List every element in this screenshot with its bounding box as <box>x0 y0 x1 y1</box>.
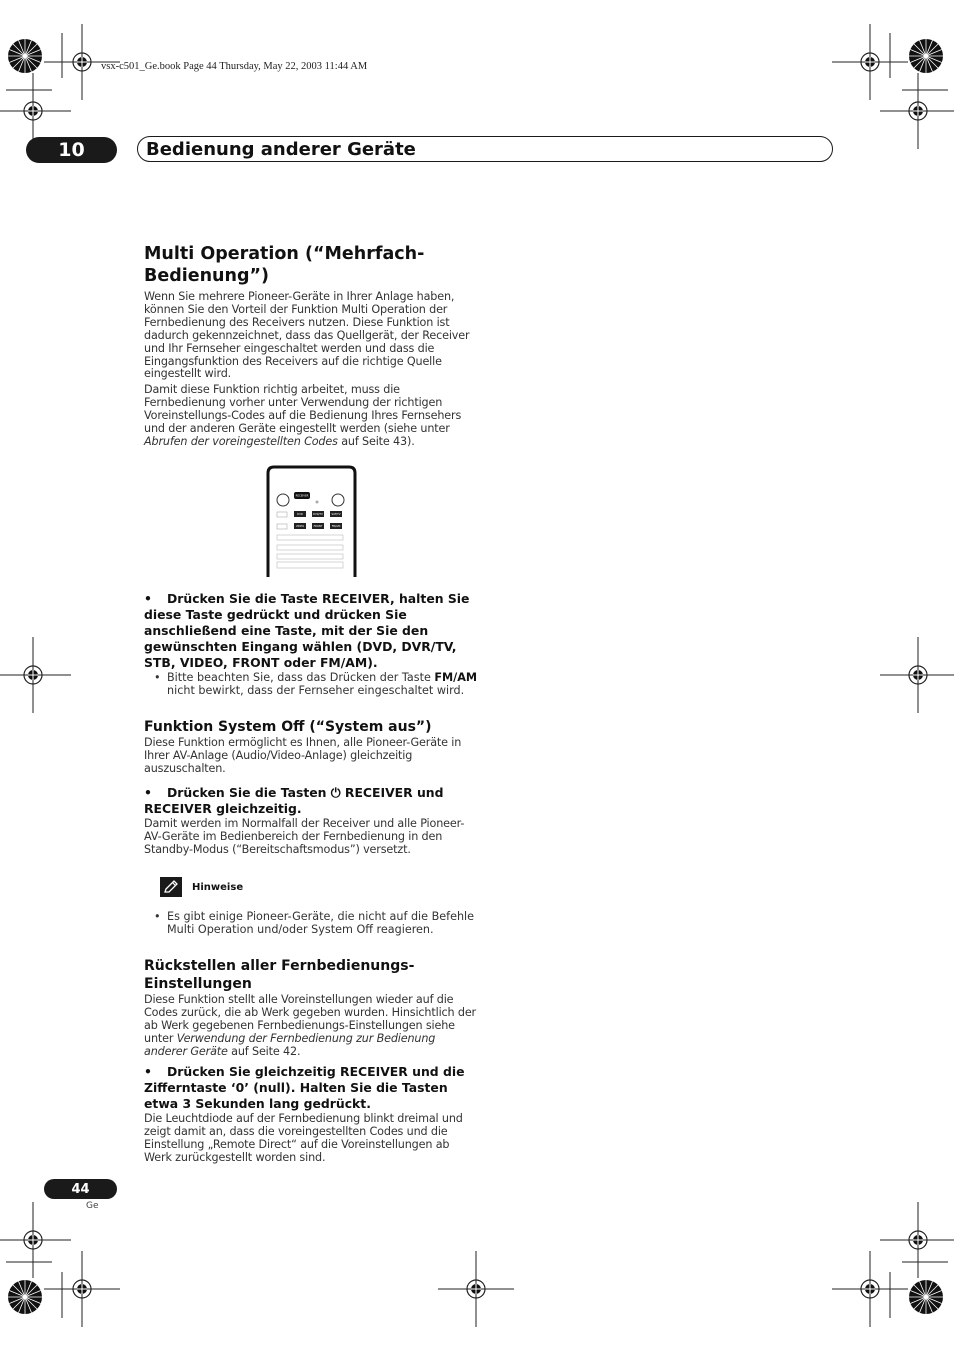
section-title-reset: Rückstellen aller Fernbedienungs-Einstellungen <box>144 957 415 992</box>
bullet: • <box>144 590 152 606</box>
note-label: Hinweise <box>192 881 244 893</box>
remote-button-label: VIDEO <box>295 524 305 528</box>
bullet: • <box>144 1064 152 1080</box>
instruction-text: Drücken Sie die Taste RECEIVER, halten Sie diese Taste gedrückt und drücken Sie anschließend eine Taste, mit der Sie den gewünschten Eingang wählen (DVD, DVR/TV, STB, VIDEO, FRONT oder FM/AM). <box>144 590 470 670</box>
paragraph: Diese Funktion ermöglicht es Ihnen, alle Pioneer-Geräte in Ihrer AV-Anlage (Audio/Video-Anlage) gleichzeitig auszuschalten. <box>144 735 462 775</box>
chapter-title: Bedienung anderer Geräte <box>146 138 416 160</box>
remote-control-icon <box>265 465 361 577</box>
paragraph: Wenn Sie mehrere Pioneer-Geräte in Ihrer Anlage haben, können Sie den Vorteil der Funktion Multi Operation der Fernbedienung des Receivers nutzen. Diese Funktion ist dadurch gekennzeichnet, dass das Quellgerät, der Receiver und Ihr Fernseher eingeschaltet werden und dass die Eingangsfunktion des Receivers auf die richtige Quelle eingestellt wird. <box>144 290 470 381</box>
cross-reference: Verwendung der Fernbedienung zur Bedienung anderer Geräte <box>144 1031 436 1058</box>
note-item: • Es gibt einige Pioneer-Geräte, die nicht auf die Befehle Multi Operation und/oder System Off reagieren. <box>154 911 479 937</box>
instruction-system-off <box>144 785 479 817</box>
page-number: 44 <box>44 1179 117 1199</box>
list-item <box>154 672 479 698</box>
instruction-text: Drücken Sie gleichzeitig RECEIVER und die Zifferntaste ‘0’ (null). Halten Sie die Tasten etwa 3 Sekunden lang gedrückt. <box>144 1064 465 1112</box>
instruction-multi-operation <box>144 591 479 671</box>
text: auf Seite 43). <box>337 434 415 448</box>
pencil-note-icon <box>160 877 182 897</box>
chapter-header <box>137 136 833 162</box>
instruction-text: Drücken Sie die Tasten <box>167 785 331 801</box>
remote-button-label: RECEIVER <box>295 494 309 498</box>
paragraph <box>144 994 479 1059</box>
file-header: vsx-c501_Ge.book Page 44 Thursday, May 22, 2003 11:44 AM <box>101 61 368 72</box>
section-title-multi-operation: Multi Operation (“Mehrfach-Bedienung”) <box>144 244 425 286</box>
remote-button-label: FM/AM <box>331 524 341 528</box>
remote-button-label: SAT/TV <box>331 512 341 516</box>
text: auf Seite 42. <box>227 1044 301 1058</box>
remote-button-label: FRONT <box>313 524 323 528</box>
instruction-reset <box>144 1064 479 1112</box>
key-label: FM/AM <box>434 670 478 684</box>
remote-button-label: DVR/TV <box>313 512 323 516</box>
language-code: Ge <box>86 1201 99 1211</box>
text: Bitte beachten Sie, dass das Drücken der Taste <box>167 670 435 684</box>
chapter-number: 10 <box>26 137 117 163</box>
main-column <box>144 243 479 1168</box>
paragraph: Damit werden im Normalfall der Receiver und alle Pioneer-AV-Geräte im Bedienbereich der Fernbedienung in den Standby-Modus (“Bereitschaftsmodus”) versetzt. <box>144 817 465 857</box>
text: Diese Funktion stellt alle Voreinstellungen wieder auf die Codes zurück, die ab Werk gegeben wurden. Hinsichtlich der ab Werk gegebenen Fernbedienungs-Einstellungen siehe unter <box>144 992 477 1045</box>
section-title-system-off: Funktion System Off (“System aus”) <box>144 718 432 735</box>
power-icon: ⏻ <box>330 785 341 801</box>
paragraph: Die Leuchtdiode auf der Fernbedienung blinkt dreimal und zeigt damit an, dass die voreingestellten Codes und die Einstellung „Remote Direct“ auf die Voreinstellungen ab Werk zurückgestellt worden sind. <box>144 1112 463 1165</box>
remote-button-label: DVD <box>297 512 303 516</box>
note-header <box>160 877 479 897</box>
text: nicht bewirkt, dass der Fernseher eingeschaltet wird. <box>167 683 465 697</box>
remote-illustration <box>144 465 479 577</box>
cross-reference: Abrufen der voreingestellten Codes <box>144 434 338 448</box>
text: Damit diese Funktion richtig arbeitet, muss die Fernbedienung vorher unter Verwendung der richtigen Voreinstellungs-Codes auf die Bedienung Ihres Fernsehers und der anderen Geräte eingestellt werden (siehe unter <box>144 383 462 436</box>
paragraph <box>144 384 479 449</box>
bullet: • <box>144 785 152 801</box>
instruction-text: RECEIVER und RECEIVER gleichzeitig. <box>144 785 444 817</box>
